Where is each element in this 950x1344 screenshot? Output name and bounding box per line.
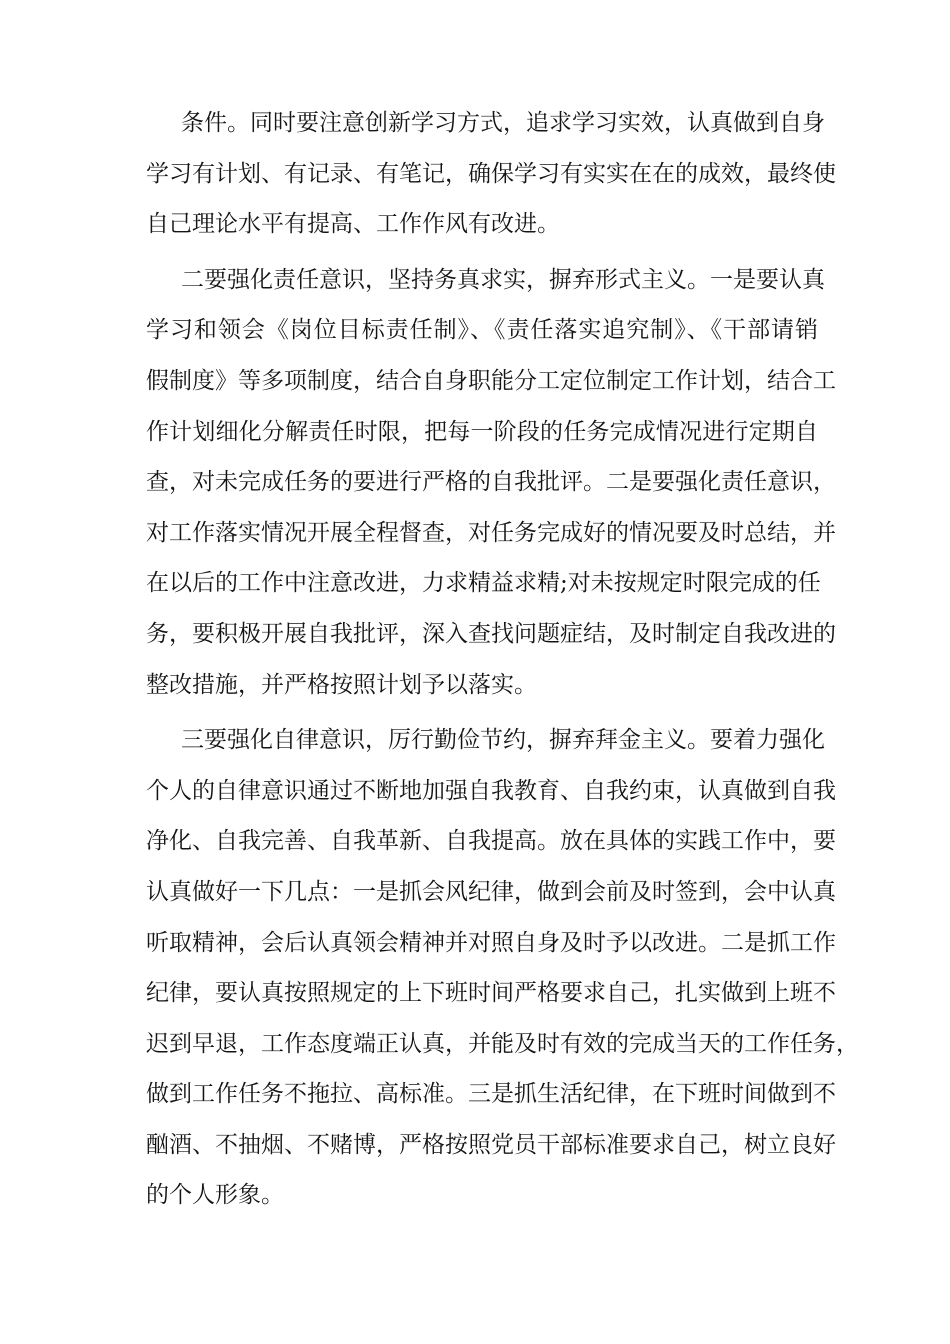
text-line: 学习有计划、有记录、有笔记，确保学习有实实在在的成效，最终使	[146, 160, 836, 187]
text-line: 做到工作任务不拖拉、高标准。三是抓生活纪律，在下班时间做到不	[146, 1081, 836, 1108]
text-line: 自己理论水平有提高、工作作风有改进。	[146, 211, 560, 238]
text-line: 条件。同时要注意创新学习方式，追求学习实效，认真做到自身	[181, 110, 825, 136]
text-line: 纪律，要认真按照规定的上下班时间严格要求自己，扎实做到上班不	[146, 980, 836, 1007]
text-line: 听取精神，会后认真领会精神并对照自身及时予以改进。二是抓工作	[146, 929, 836, 956]
text-line: 在以后的工作中注意改进，力求精益求精;对未按规定时限完成的任	[146, 570, 821, 597]
text-line: 查，对未完成任务的要进行严格的自我批评。二是要强化责任意识，	[146, 469, 836, 496]
text-line: 迟到早退，工作态度端正认真，并能及时有效的完成当天的工作任务，	[146, 1030, 859, 1057]
text-line: 个人的自律意识通过不断地加强自我教育、自我约束，认真做到自我	[146, 777, 836, 804]
text-line: 认真做好一下几点：一是抓会风纪律，做到会前及时签到，会中认真	[146, 878, 836, 905]
paragraph-2	[146, 255, 836, 710]
text-line: 对工作落实情况开展全程督查，对任务完成好的情况要及时总结，并	[146, 519, 836, 546]
document-page	[146, 98, 859, 1226]
text-line: 二要强化责任意识，坚持务真求实，摒弃形式主义。一是要认真	[181, 266, 825, 293]
text-line: 的个人形象。	[146, 1182, 284, 1209]
text-line: 务，要积极开展自我批评，深入查找问题症结，及时制定自我改进的	[146, 620, 836, 647]
text-line: 作计划细化分解责任时限，把每一阶段的任务完成情况进行定期自	[146, 418, 818, 445]
text-line: 酗酒、不抽烟、不赌博，严格按照党员干部标准要求自己，树立良好	[146, 1131, 836, 1158]
paragraph-3	[146, 715, 859, 1221]
text-line: 学习和领会《岗位目标责任制》、《责任落实追究制》、《干部请销	[146, 317, 818, 344]
text-line: 整改措施，并严格按照计划予以落实。	[146, 671, 537, 698]
text-line: 净化、自我完善、自我革新、自我提高。放在具体的实践工作中，要	[146, 828, 836, 855]
paragraph-1	[146, 98, 836, 250]
text-line: 假制度》等多项制度，结合自身职能分工定位制定工作计划，结合工	[146, 367, 836, 394]
text-line: 三要强化自律意识，厉行勤俭节约，摒弃拜金主义。要着力强化	[181, 727, 825, 754]
